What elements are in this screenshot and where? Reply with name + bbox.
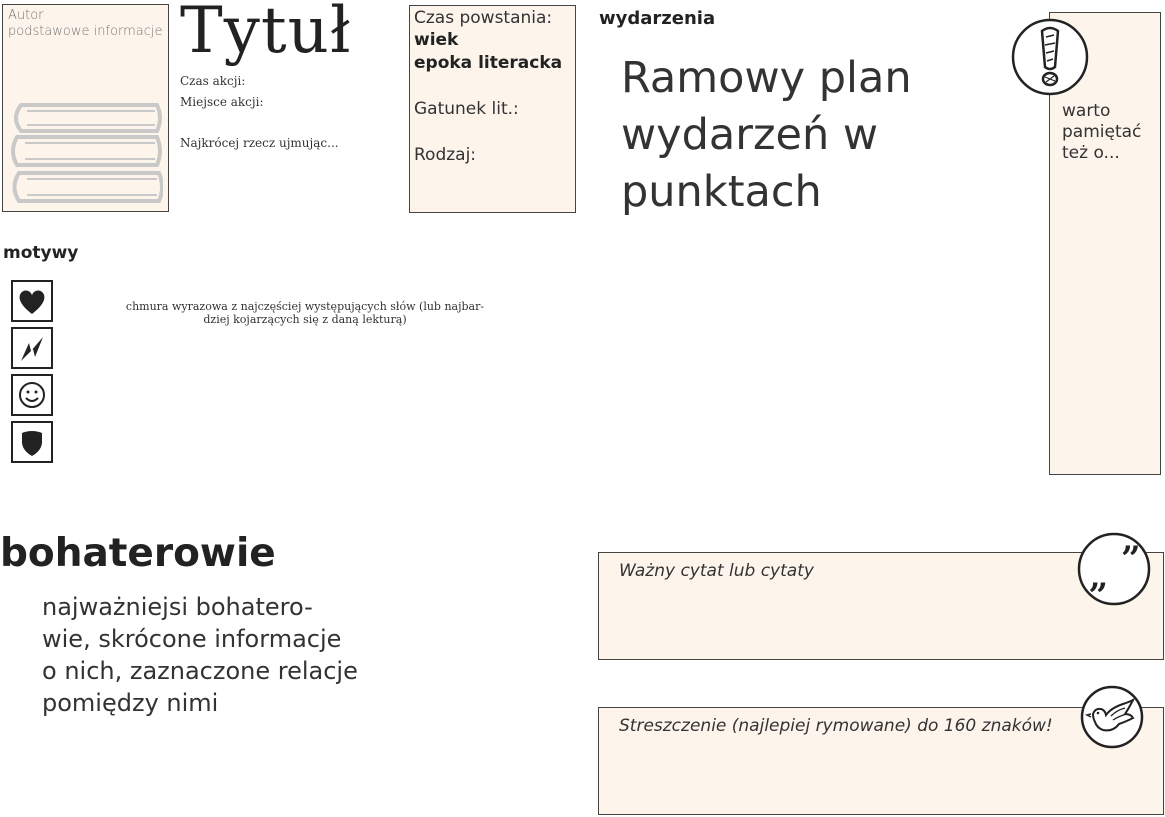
books-icon [7, 101, 163, 209]
motywy-heading: motywy [3, 243, 79, 263]
warto-text: warto pamiętać też o... [1062, 101, 1142, 163]
bohaterowie-heading: bohaterowie [0, 531, 276, 576]
quote-marks-icon [1075, 530, 1153, 608]
page-title: Tytuł [180, 0, 352, 68]
shield-icon [11, 421, 53, 463]
author-box [2, 4, 169, 212]
word-cloud-placeholder: chmura wyrazowa z najczęściej występujących słów (lub najbar- dziej kojarzących się z daną lekturą) [125, 300, 485, 326]
heart-icon [11, 280, 53, 322]
najkrocej-label: Najkrócej rzecz ujmując... [180, 136, 339, 150]
author-label: Autor podstawowe informacje [8, 8, 163, 39]
gatunek-label: Gatunek lit.: [414, 99, 519, 119]
epoka-label: epoka literacka [414, 53, 563, 73]
quote-text: Ważny cytat lub cytaty [619, 561, 814, 581]
svg-text:”: ” [1121, 539, 1141, 579]
smiley-icon [11, 374, 53, 416]
czas-akcji-label: Czas akcji: [180, 74, 246, 88]
wydarzenia-heading: wydarzenia [599, 8, 716, 29]
czas-powstania-label: Czas powstania: [414, 8, 553, 28]
info-box [409, 5, 576, 213]
svg-text:„: „ [1089, 557, 1109, 597]
dove-icon [1079, 684, 1145, 750]
ramowy-plan-text: Ramowy plan wydarzeń w punktach [621, 53, 912, 217]
summary-text: Streszczenie (najlepiej rymowane) do 160 znaków! [619, 716, 1053, 736]
rodzaj-label: Rodzaj: [414, 145, 477, 165]
bohaterowie-description: najważniejsi bohatero- wie, skrócone informacje o nich, zaznaczone relacje pomiędzy nimi [42, 593, 358, 717]
exclamation-icon [1010, 17, 1090, 97]
miejsce-akcji-label: Miejsce akcji: [180, 95, 264, 109]
lightning-icon [11, 327, 53, 369]
wiek-label: wiek [414, 30, 459, 50]
